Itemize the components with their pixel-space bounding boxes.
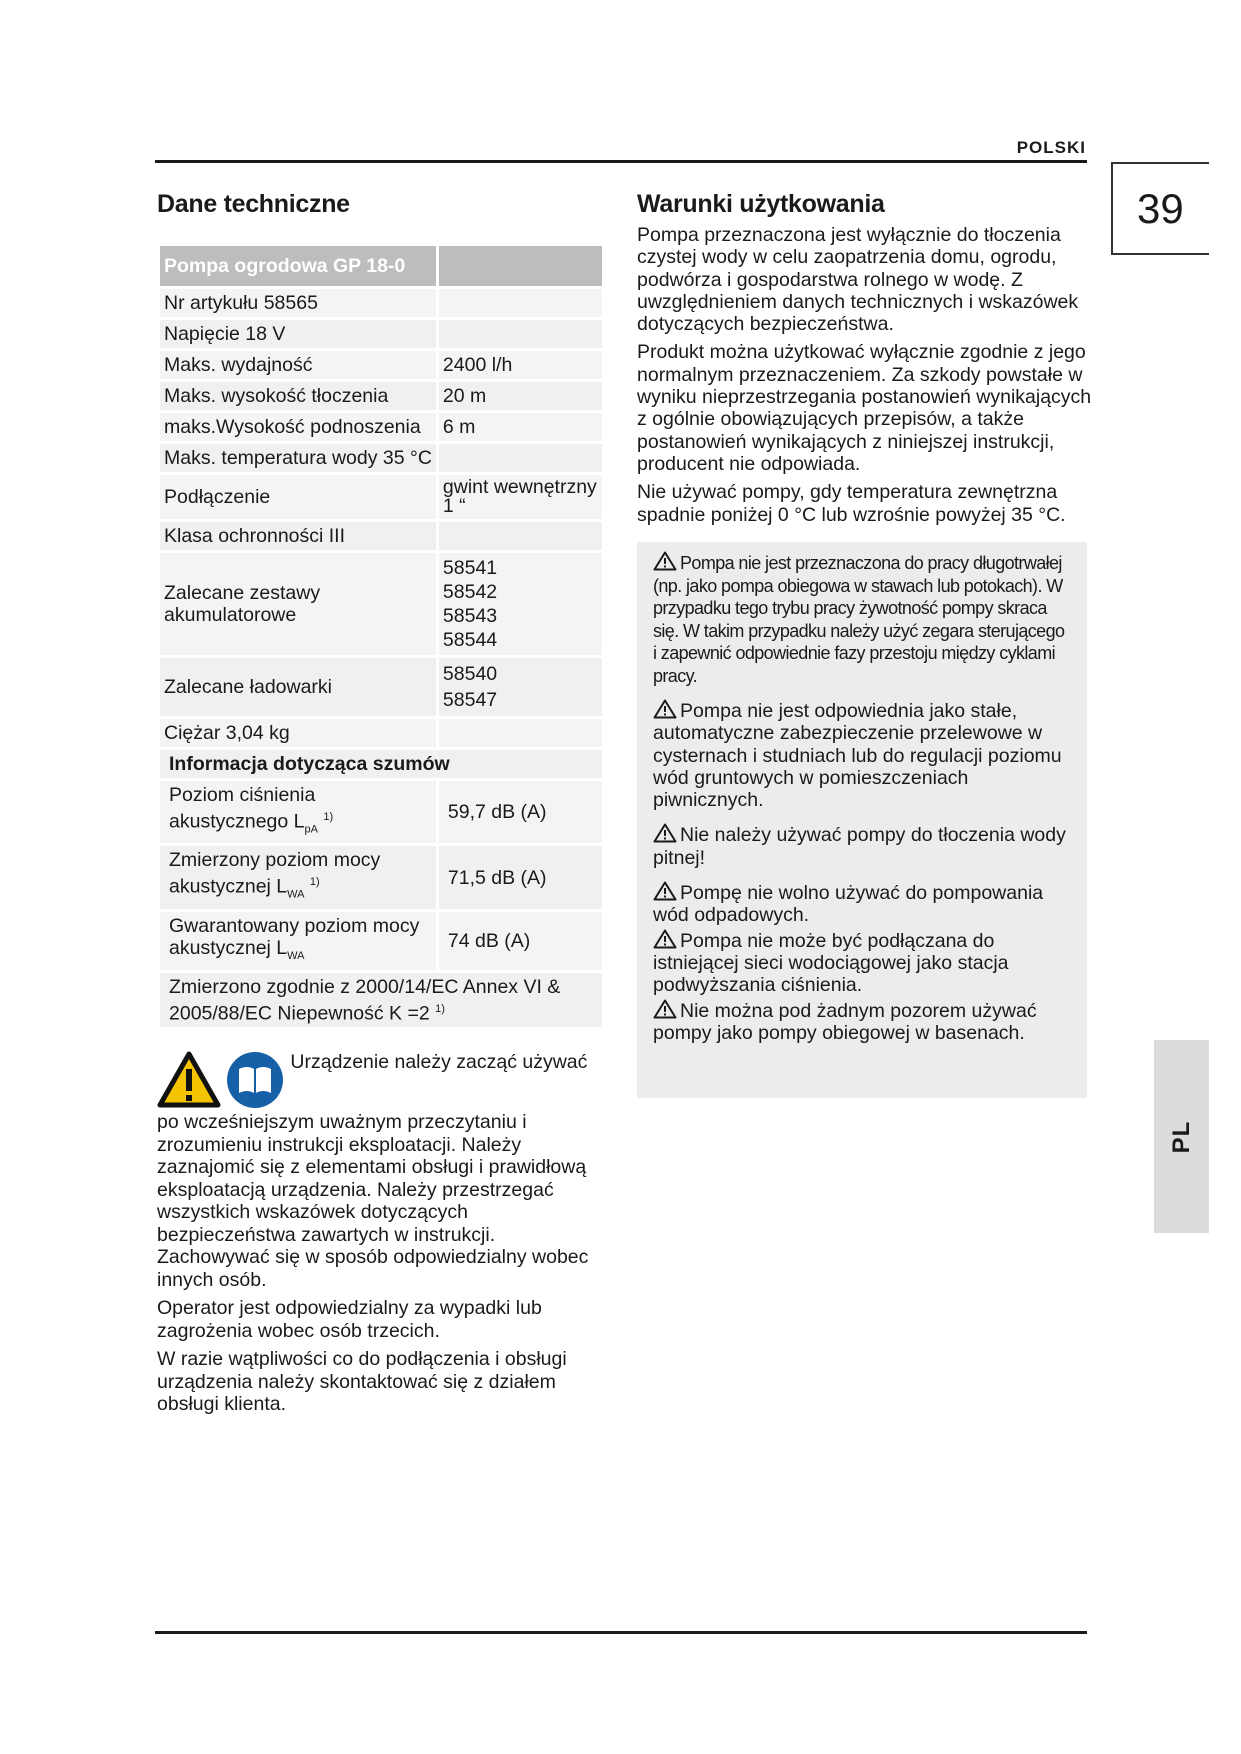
battery-pack-code: 58543 — [442, 605, 498, 627]
table-row: Gwarantowany poziom mocy akustycznej $L_{WA}$ 74 dB (A) — [159, 910, 604, 971]
notice-paragraph: Operator jest odpowiedzialny za wypadki lub zagrożenia wobec osób trzecich. — [157, 1297, 542, 1342]
table-row: Nr artykułu 58565 — [159, 288, 604, 319]
charger-code: 58547 — [442, 689, 498, 711]
usage-title: Warunki użytkowania — [637, 190, 885, 218]
warning-triangle-icon — [653, 881, 677, 901]
table-row: Zmierzono zgodnie z 2000/14/EC Annex VI & 2005/88/EC Niepewność K =2 $^{1)}$ — [159, 971, 604, 1029]
warning-triangle-icon — [653, 929, 677, 949]
language-side-tab — [1154, 1040, 1209, 1233]
table-row: Podłączenie gwint wewnętrzny 1 “ — [159, 474, 604, 521]
notice-paragraph: W razie wątpliwości co do podłączenia i obsługi urządzenia należy skontaktować się z działem obsługi klienta. — [157, 1348, 567, 1415]
warning-item: Pompa nie jest przeznaczona do pracy długotrwałej (np. jako pompa obiegowa w stawach lub potokach). W przypadku tego trybu pracy żywotność pompy skraca się. W takim przypadku należy użyć zegara sterującego i zapewnić odpowiednie fazy przestoju między cyklami pracy. — [653, 553, 1065, 686]
footnote: Zmierzono zgodnie z 2000/14/EC Annex VI & 2005/88/EC Niepewność K =2 — [169, 975, 561, 1025]
warning-triangle-icon — [653, 551, 677, 571]
safety-notice — [157, 1051, 607, 1422]
usage-paragraph: Nie używać pompy, gdy temperatura zewnętrzna spadnie poniżej 0 °C lub wzrośnie powyżej 35 °C. — [637, 481, 1066, 526]
table-row — [159, 749, 604, 780]
tech-data-title: Dane techniczne — [157, 190, 350, 218]
table-row: Zmierzony poziom mocy akustycznej $L_{WA}$ $^{1)}$ 71,5 dB (A) — [159, 845, 604, 910]
noise-title: Informacja dotycząca szumów — [159, 749, 604, 780]
table-row — [159, 245, 604, 288]
battery-pack-code: 58544 — [442, 629, 498, 651]
usage-paragraph: Produkt można użytkować wyłącznie zgodnie z jego normalnym przeznaczeniem. Za szkody powstałe w wyniku nieprzestrzegania postanowień wynikających z ogólnie obowiązujących przepisów, a także postanowień wynikających z niniejszej instrukcji, producent nie odpowiada. — [637, 341, 1092, 475]
table-row: Napięcie 18 V — [159, 319, 604, 350]
notice-paragraph: Urządzenie należy zacząć używać po wcześniejszym uważnym przeczytaniu i zrozumieniu instrukcji eksploatacji. Należy zaznajomić się z elementami obsługi i prawidłową eksploatacją urządzenia. Należy przestrzegać wszystkich wskazówek dotyczących bezpieczeństwa zawartych w instrukcji. Zachowywać się w sposób odpowiedzialny wobec innych osób. — [157, 1051, 589, 1291]
warning-item: Pompa nie jest odpowiednia jako stałe, automatyczne zabezpieczenie przelewowe w cysternach i studniach lub do regulacji poziomu wód gruntowych w pomieszczeniach piwnicznych. — [653, 700, 1062, 812]
table-row: Zalecane ładowarki 58540 58547 — [159, 657, 604, 718]
warning-icon — [157, 1051, 221, 1109]
table-row: Maks. wysokość tłoczenia 20 m — [159, 381, 604, 412]
battery-pack-code: 58541 — [442, 557, 498, 579]
page-number: 39 — [1111, 162, 1209, 255]
warning-item: Nie można pod żadnym pozorem używać pompy jako pompy obiegowej w basenach. — [653, 999, 1037, 1044]
table-heading: Pompa ogrodowa GP 18-0 — [159, 245, 438, 288]
warning-triangle-icon — [653, 699, 677, 719]
top-rule — [155, 160, 1087, 163]
language-tab-label: PL — [1167, 1120, 1195, 1153]
bottom-rule — [155, 1631, 1087, 1634]
usage-text — [637, 224, 1092, 532]
warning-item: Pompę nie wolno używać do pompowania wód odpadowych. — [653, 882, 1044, 927]
warning-item: Pompa nie może być podłączana do istniejącej sieci wodociągowej jako stacja podwyższania ciśnienia. — [653, 929, 1009, 997]
table-row: Maks. wydajność 2400 l/h — [159, 350, 604, 381]
table-row: maks.Wysokość podnoszenia 6 m — [159, 412, 604, 443]
usage-paragraph: Pompa przeznaczona jest wyłącznie do tłoczenia czystej wody w celu zaopatrzenia domu, ogrodu, podwórza i gospodarstwa rolnego w wodę. Z uwzględnieniem danych technicznych i wskazówek dotyczących bezpieczeństwa. — [637, 224, 1079, 336]
warning-triangle-icon — [653, 999, 677, 1019]
language-header: POLSKI — [1016, 138, 1086, 157]
table-row: Zalecane zestawy akumulatorowe 58541 58542 58543 58544 — [159, 552, 604, 657]
warnings-box — [637, 542, 1087, 1098]
table-row: Klasa ochronności III — [159, 521, 604, 552]
warning-triangle-icon — [653, 823, 677, 843]
table-row: Poziom ciśnienia akustycznego $L_{pA}$ $^{1)}$ 59,7 dB (A) — [159, 780, 604, 845]
table-row: Maks. temperatura wody 35 °C — [159, 443, 604, 474]
charger-code: 58540 — [442, 663, 498, 685]
tech-data-table — [157, 243, 605, 1030]
table-row: Ciężar 3,04 kg — [159, 718, 604, 749]
read-manual-icon — [226, 1051, 284, 1109]
warning-item: Nie należy używać pompy do tłoczenia wody pitnej! — [653, 824, 1066, 869]
battery-pack-code: 58542 — [442, 581, 498, 603]
